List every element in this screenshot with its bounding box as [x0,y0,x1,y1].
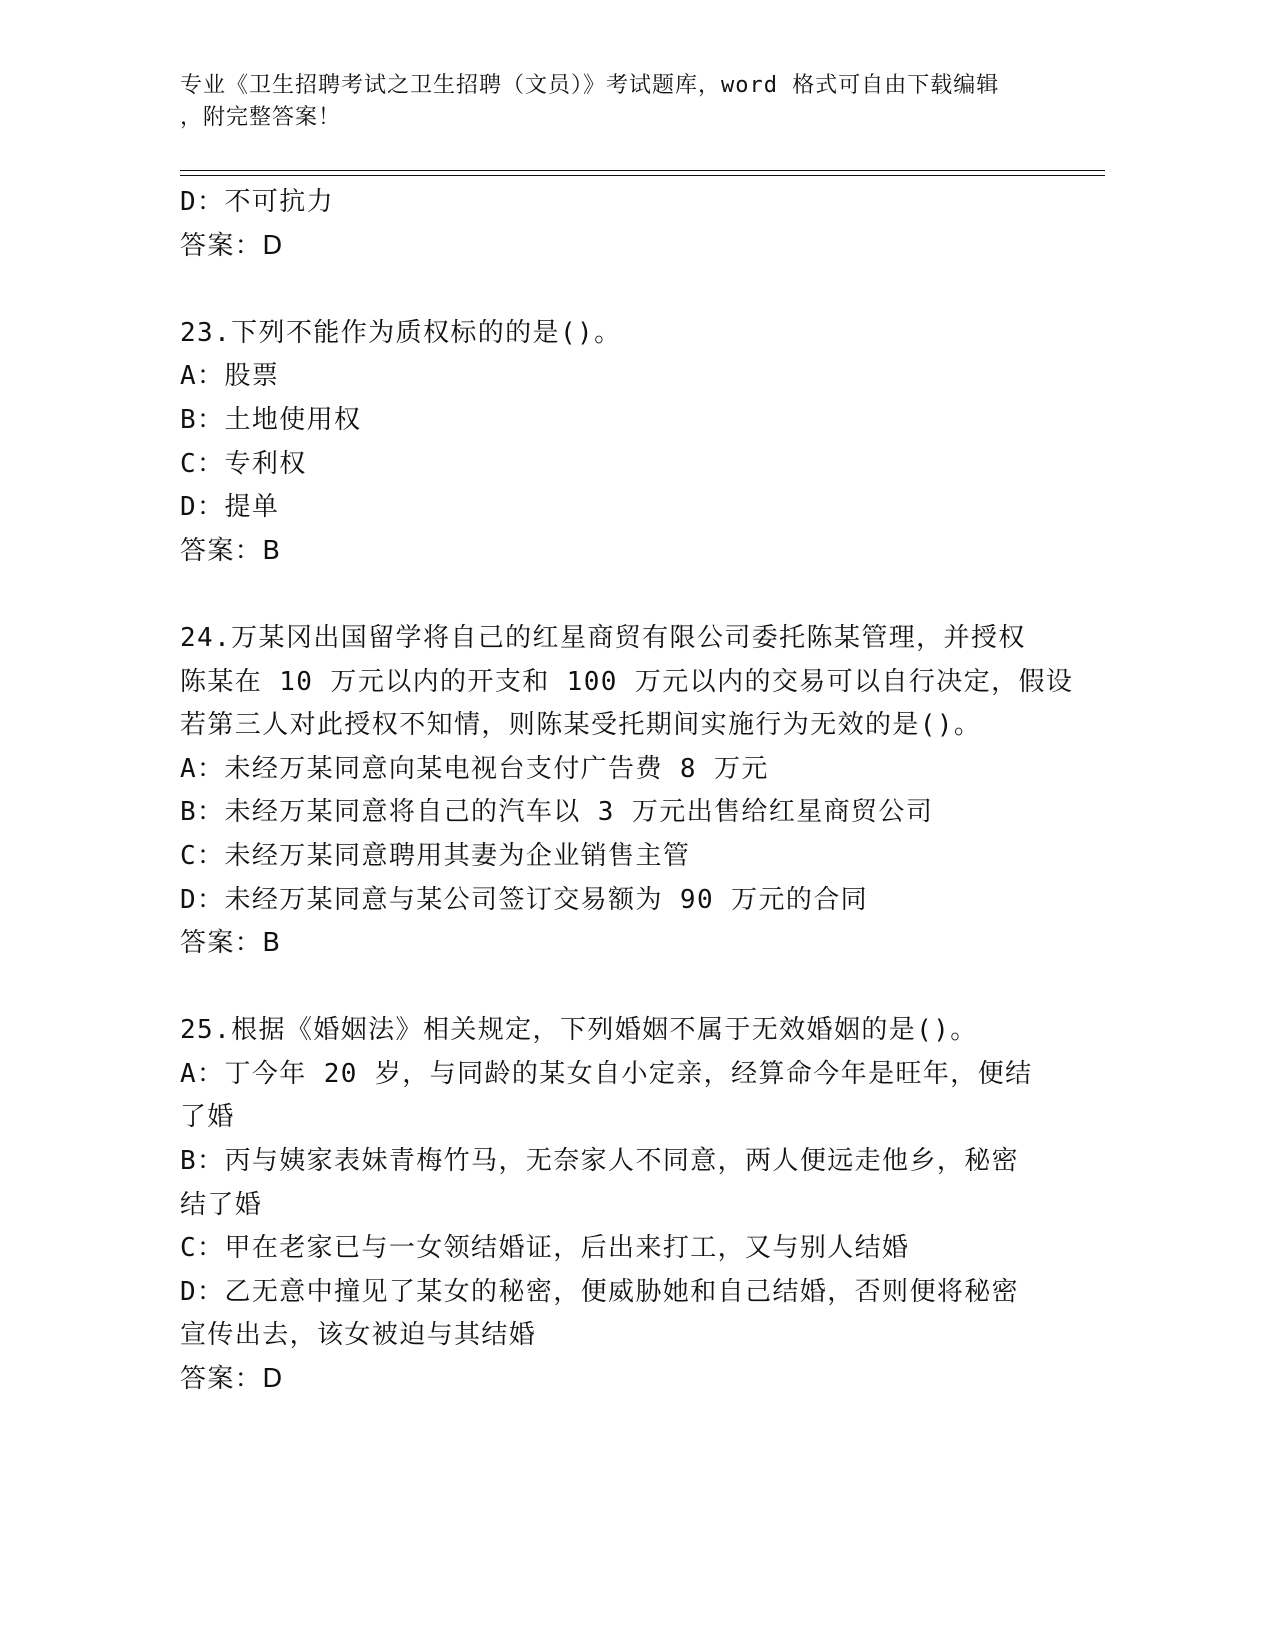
q24-option-b: B：未经万某同意将自己的汽车以 3 万元出售给红星商贸公司 [180,797,934,828]
q24-stem-line-1: 24.万某冈出国留学将自己的红星商贸有限公司委托陈某管理，并授权 [180,622,1026,653]
q24-stem-line-3: 若第三人对此授权不知情，则陈某受托期间实施行为无效的是()。 [180,710,982,741]
spacer [180,966,1040,1010]
header-text-line-2: ，附完整答案！ [180,105,342,130]
q25-option-b-line-2: 结了婚 [180,1189,263,1220]
document-header [180,70,1040,134]
q25-option-d-line-2: 宣传出去，该女被迫与其结婚 [180,1320,537,1351]
q23-option-d: D：提单 [180,492,280,523]
q25-answer: 答案：D [180,1364,284,1395]
q24-answer: 答案：B [180,928,282,959]
q23-stem: 23.下列不能作为质权标的的是()。 [180,317,622,348]
header-text-line-1: 专业《卫生招聘考试之卫生招聘（文员）》考试题库，word 格式可自由下载编辑 [180,73,1000,98]
q25-option-b-line-1: B：丙与姨家表妹青梅竹马，无奈家人不同意，两人便远走他乡，秘密 [180,1146,1020,1177]
q23-answer: 答案：B [180,535,282,566]
q23-option-a: A：股票 [180,361,280,392]
prev-answer: 答案：D [180,230,284,261]
q24-option-c: C：未经万某同意聘用其妻为企业销售主管 [180,840,691,871]
spacer [180,268,1040,312]
q25-option-a-line-1: A：丁今年 20 岁，与同龄的某女自小定亲，经算命今年是旺年，便结 [180,1058,1033,1089]
q25-option-d-line-1: D：乙无意中撞见了某女的秘密，便威胁她和自己结婚，否则便将秘密 [180,1276,1020,1307]
q25-option-a-line-2: 了婚 [180,1102,235,1133]
q23-option-c: C：专利权 [180,448,307,479]
q24-option-a: A：未经万某同意向某电视台支付广告费 8 万元 [180,753,769,784]
spacer [180,573,1040,617]
header-divider-top [180,170,1105,171]
q25-option-c: C：甲在老家已与一女领结婚证，后出来打工，又与别人结婚 [180,1233,910,1264]
q24-option-d: D：未经万某同意与某公司签订交易额为 90 万元的合同 [180,884,869,915]
prev-option-d: D：不可抗力 [180,187,335,217]
header-divider-bottom [180,175,1105,176]
q23-option-b: B：土地使用权 [180,404,362,435]
q24-stem-line-2: 陈某在 10 万元以内的开支和 100 万元以内的交易可以自行决定，假设 [180,666,1074,697]
question-list [180,181,1074,1402]
q25-stem: 25.根据《婚姻法》相关规定，下列婚姻不属于无效婚姻的是()。 [180,1015,978,1046]
